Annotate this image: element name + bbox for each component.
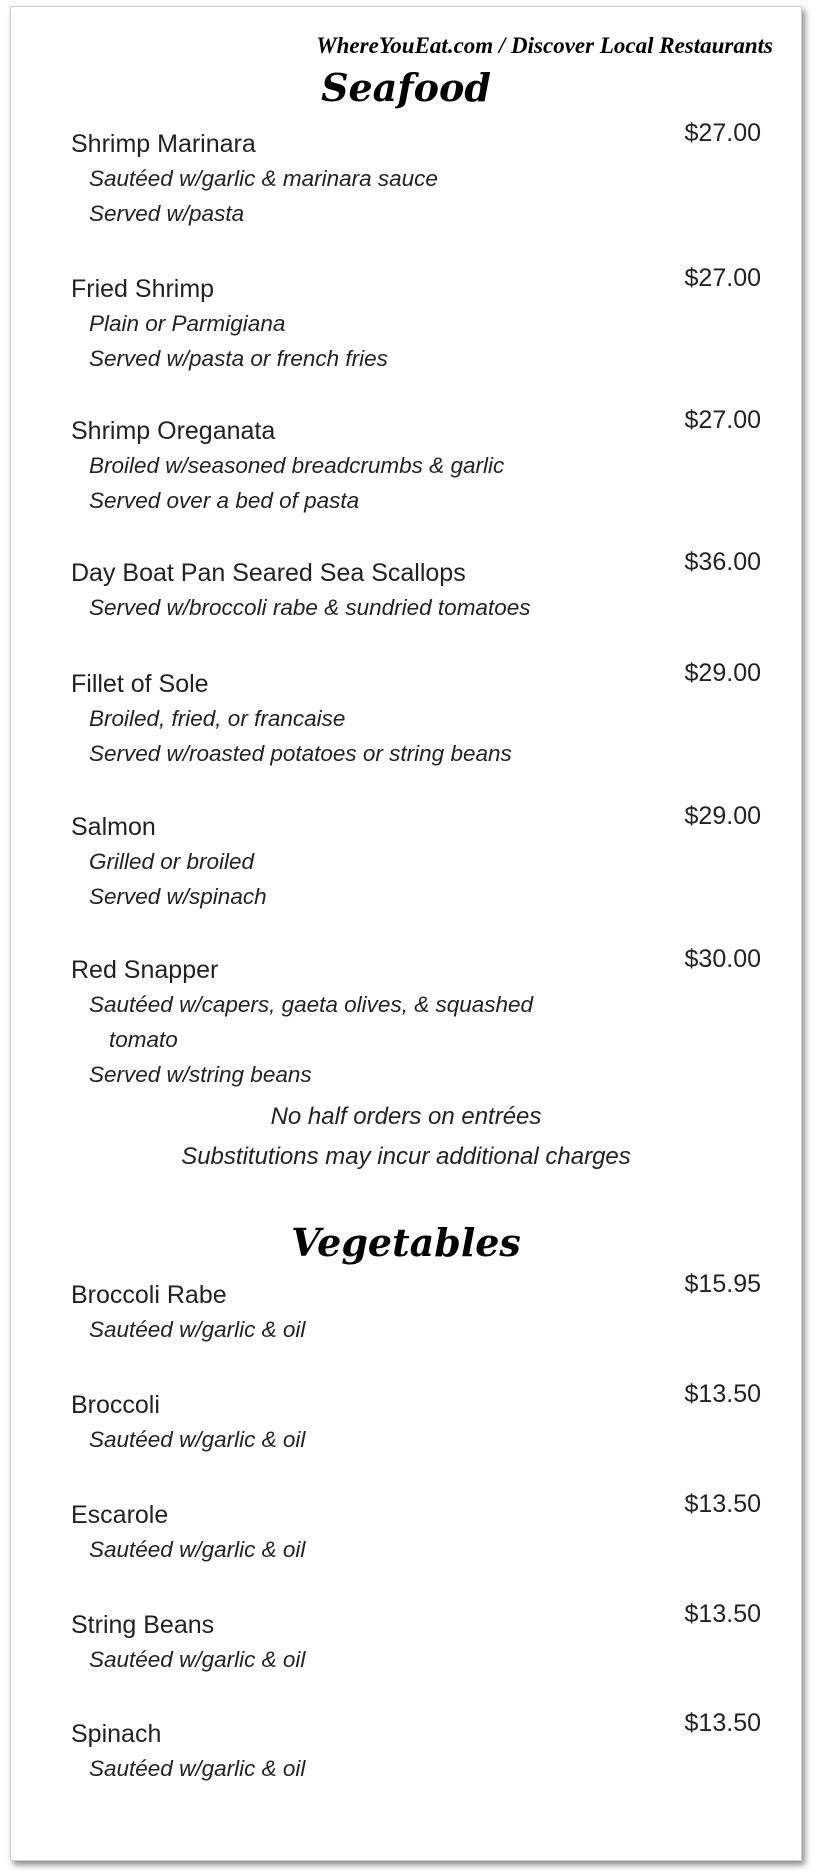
- menu-item-string-beans: [71, 1600, 761, 1677]
- menu-item-broccoli: [71, 1380, 761, 1457]
- item-price: $27.00: [684, 119, 761, 147]
- item-price: $13.50: [684, 1600, 761, 1628]
- menu-item-salmon: [71, 802, 761, 914]
- menu-note: No half orders on entrées: [270, 1103, 542, 1130]
- item-name: Spinach: [71, 1720, 162, 1748]
- vegetables-section-title: Vegetables: [291, 1220, 521, 1265]
- item-name: Day Boat Pan Seared Sea Scallops: [71, 559, 466, 587]
- item-description: Served w/pasta or french fries: [89, 346, 388, 371]
- item-description: Served w/string beans: [89, 1062, 312, 1087]
- item-description: Plain or Parmigiana: [89, 311, 286, 336]
- menu-item-fillet-of-sole: [71, 659, 761, 771]
- item-description: Served w/roasted potatoes or string beans: [89, 741, 512, 766]
- item-description: Served over a bed of pasta: [89, 488, 360, 513]
- item-price: $29.00: [684, 802, 761, 830]
- menu-page: [10, 6, 802, 1861]
- item-price: $13.50: [684, 1380, 761, 1408]
- item-price: $36.00: [684, 548, 761, 576]
- item-name: Broccoli Rabe: [71, 1281, 227, 1309]
- item-description: Broiled, fried, or francaise: [89, 706, 346, 731]
- item-description: Sautéed w/garlic & marinara sauce: [89, 166, 438, 191]
- item-description: Sautéed w/garlic & oil: [89, 1647, 306, 1672]
- item-description: Served w/pasta: [89, 201, 245, 226]
- item-name: Salmon: [71, 813, 156, 841]
- item-description: Sautéed w/garlic & oil: [89, 1317, 306, 1342]
- item-name: Red Snapper: [71, 956, 219, 984]
- item-description: Sautéed w/garlic & oil: [89, 1756, 306, 1781]
- item-description: Served w/spinach: [89, 884, 267, 909]
- seafood-section-title: Seafood: [321, 65, 491, 110]
- item-price: $13.50: [684, 1490, 761, 1518]
- item-description: tomato: [109, 1027, 178, 1052]
- menu-item-sea-scallops: [71, 548, 761, 625]
- item-name: Shrimp Marinara: [71, 130, 256, 158]
- menu-item-escarole: [71, 1490, 761, 1567]
- item-name: Broccoli: [71, 1391, 160, 1419]
- item-price: $30.00: [684, 945, 761, 973]
- menu-item-red-snapper: [71, 945, 761, 1092]
- menu-item-shrimp-marinara: [71, 119, 761, 231]
- item-description: Sautéed w/garlic & oil: [89, 1537, 306, 1562]
- item-name: String Beans: [71, 1611, 215, 1639]
- menu-item-fried-shrimp: [71, 264, 761, 376]
- item-name: Fried Shrimp: [71, 275, 215, 303]
- item-name: Shrimp Oreganata: [71, 417, 276, 445]
- item-description: Grilled or broiled: [89, 849, 255, 874]
- menu-item-shrimp-oreganata: [71, 406, 761, 518]
- item-description: Broiled w/seasoned breadcrumbs & garlic: [89, 453, 505, 478]
- item-description: Sautéed w/capers, gaeta olives, & squashed: [89, 992, 534, 1017]
- item-description: Served w/broccoli rabe & sundried tomatoes: [89, 595, 531, 620]
- item-price: $29.00: [684, 659, 761, 687]
- item-price: $27.00: [684, 264, 761, 292]
- menu-item-broccoli-rabe: [71, 1270, 761, 1347]
- item-name: Fillet of Sole: [71, 670, 209, 698]
- site-watermark-header: WhereYouEat.com / Discover Local Restaurants: [316, 33, 773, 58]
- item-name: Escarole: [71, 1501, 169, 1529]
- menu-item-spinach: [71, 1709, 761, 1786]
- item-price: $27.00: [684, 406, 761, 434]
- item-price: $13.50: [684, 1709, 761, 1737]
- item-description: Sautéed w/garlic & oil: [89, 1427, 306, 1452]
- menu-note: Substitutions may incur additional charges: [181, 1143, 631, 1170]
- item-price: $15.95: [684, 1270, 761, 1298]
